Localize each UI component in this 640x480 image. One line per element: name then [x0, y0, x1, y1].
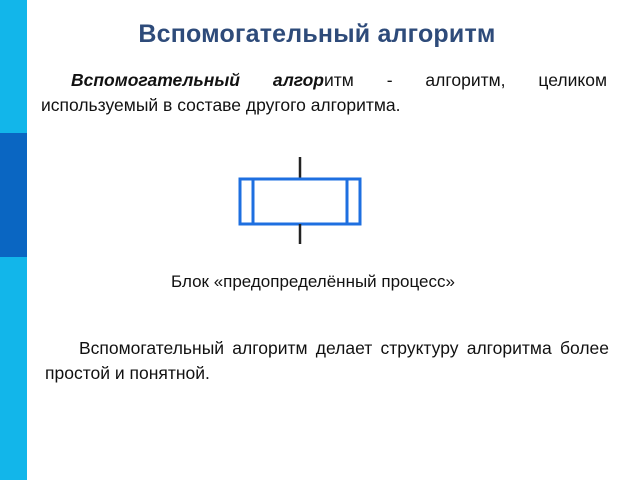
- definition-text: - алгоритм, целиком используемый в составе другого алгоритма.: [41, 70, 607, 115]
- predefined-process-block-icon: [230, 152, 370, 248]
- block-caption: Блок «предопределённый процесс»: [171, 272, 455, 291]
- definition-term-bold: Вспомогательный алгор: [71, 70, 324, 90]
- slide-title: Вспомогательный алгоритм: [138, 20, 496, 48]
- definition-term-rest: итм: [324, 70, 354, 90]
- process-block-outline: [240, 179, 360, 224]
- sidebar-accent-dark-segment: [0, 133, 27, 257]
- definition-paragraph: [41, 68, 607, 118]
- summary-paragraph: Вспомогательный алгоритм делает структуру алгоритма более простой и понятной.: [45, 338, 609, 383]
